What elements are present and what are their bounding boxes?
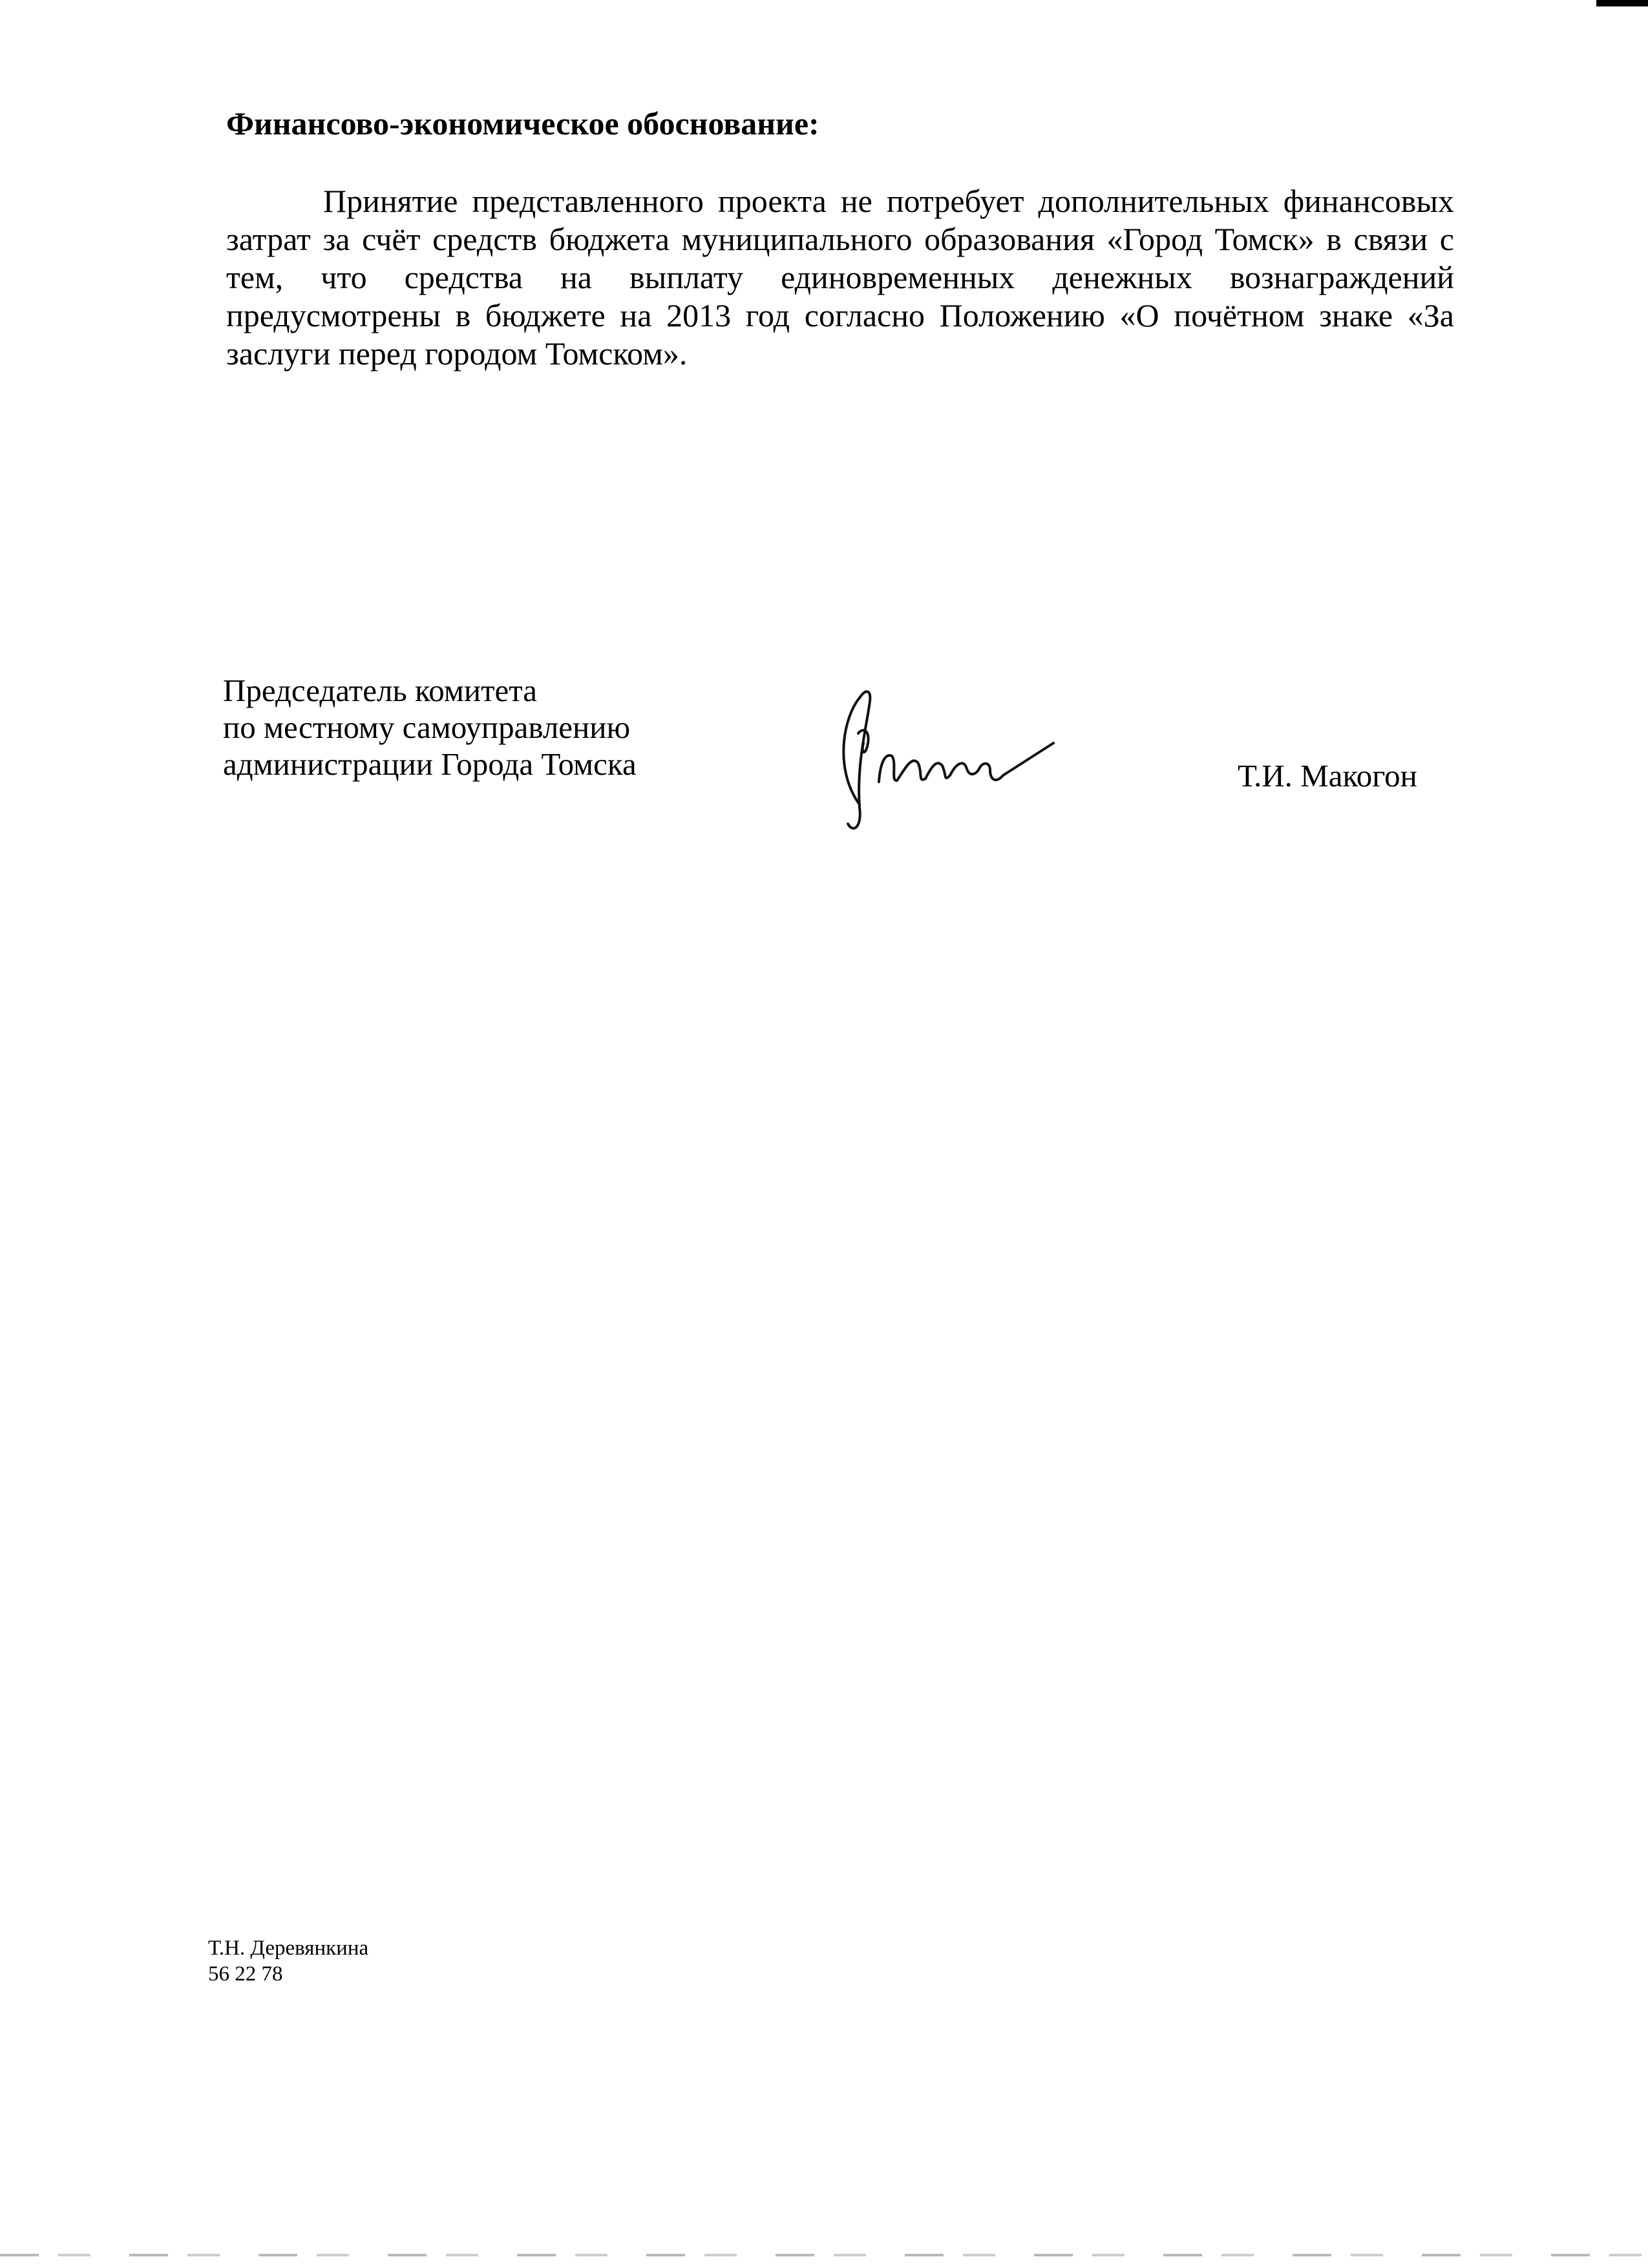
executor-phone: 56 22 78: [208, 1962, 283, 1986]
signatory-line-1: Председатель комитета: [223, 673, 538, 708]
signatory-line-3: администрации Города Томска: [223, 746, 637, 782]
justification-paragraph: Принятие представленного проекта не потребует дополнительных финансовых затрат за счёт средств бюджета муниципального образования «Город Томск» в связи с тем, что средства на выплату единовременных денежных вознаграждений предусмотрены в бюджете на 2013 год согласно Положению «О почётном знаке «За заслуги перед городом Томском».: [226, 183, 1454, 372]
signatory-line-2: по местному самоуправлению: [223, 709, 631, 745]
executor-name: Т.Н. Деревянкина: [208, 1937, 369, 1960]
signer-name: Т.И. Макогон: [1238, 758, 1417, 793]
scan-artifact-line: [0, 2254, 1648, 2256]
executor-info: [208, 1935, 368, 1987]
handwritten-signature: [821, 672, 1066, 834]
signatory-position: [223, 672, 637, 782]
scan-corner-mark: [1596, 0, 1648, 6]
section-heading: Финансово-экономическое обоснование:: [226, 105, 819, 142]
